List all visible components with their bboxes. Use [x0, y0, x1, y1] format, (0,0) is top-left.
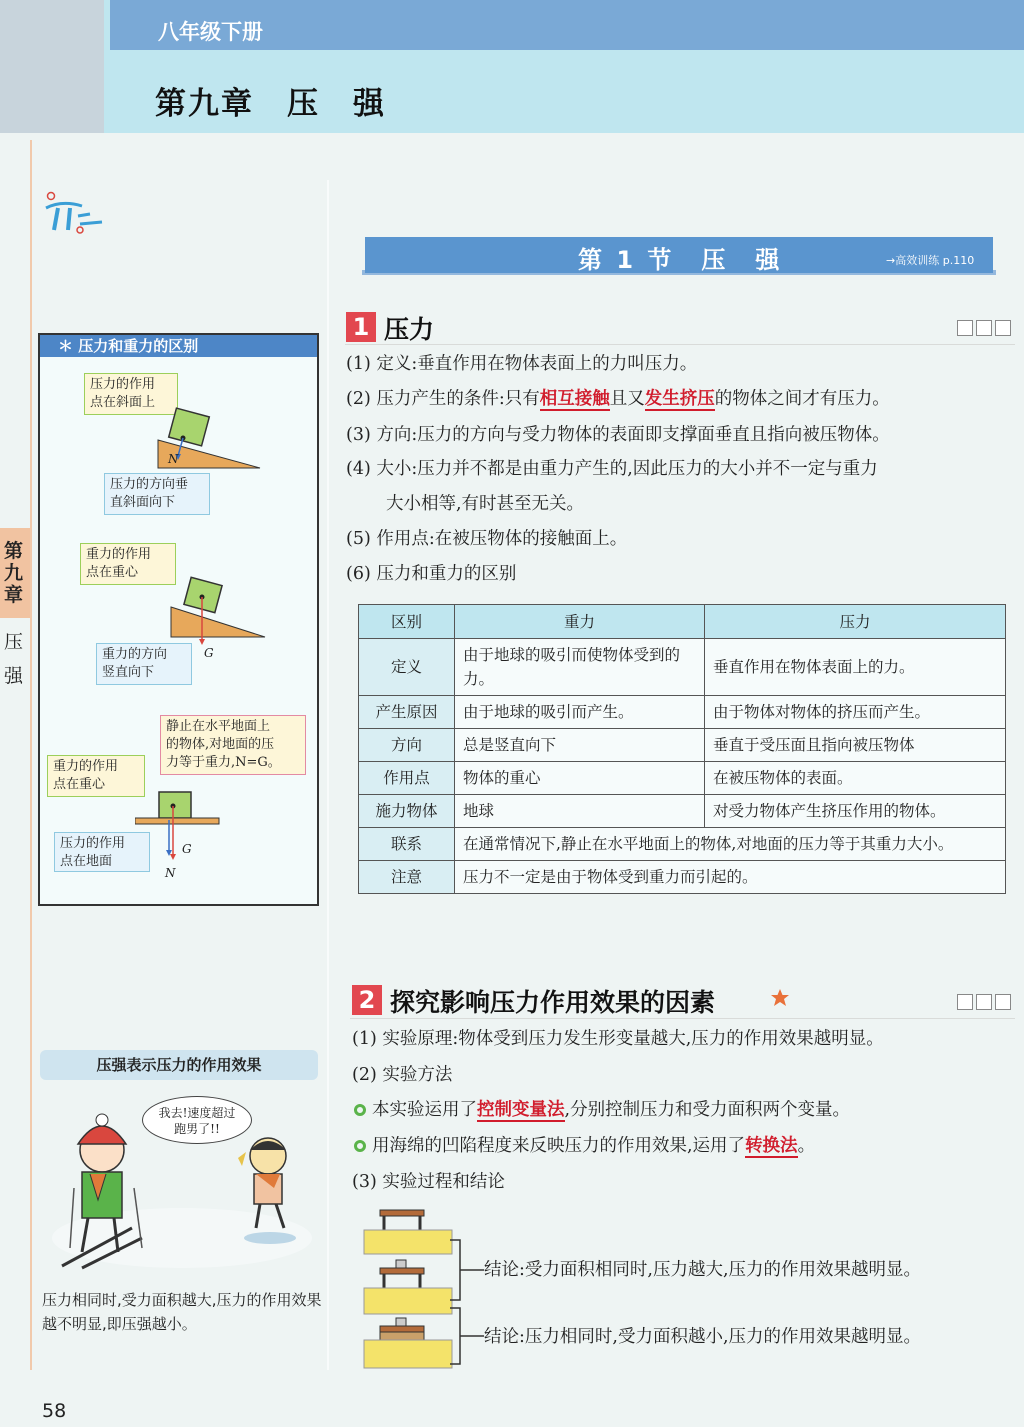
gravity-label-1: G — [204, 646, 214, 660]
sponge-experiment-diagram — [360, 1206, 460, 1372]
topic-char-1: 压 — [4, 631, 24, 653]
table-key-cell: 注意 — [359, 861, 455, 894]
table-header-cell: 压力 — [705, 605, 1006, 639]
part1-line-magnitude: (4) 大小:压力并不都是由重力产生的,因此压力的大小并不一定与重力 — [346, 459, 878, 479]
table-cell: 垂直于受压面且指向被压物体 — [705, 729, 1006, 762]
table-cell: 地球 — [455, 795, 705, 828]
topic-char-2: 强 — [4, 665, 24, 687]
note-gravity-direction: 重力的方向 竖直向下 — [96, 643, 192, 685]
gravity-label-2: G — [182, 842, 192, 856]
condition-text-post: 的物体之间才有压力。 — [714, 389, 890, 409]
checkbox-3[interactable] — [995, 320, 1011, 336]
chapter-side-label: 第九章 — [4, 540, 24, 606]
part2-line-process: (3) 实验过程和结论 — [352, 1172, 505, 1192]
checkbox-3[interactable] — [995, 994, 1011, 1010]
spiral-decoration-icon — [42, 190, 106, 240]
part1-line-condition — [346, 387, 890, 411]
checkbox-1[interactable] — [957, 320, 973, 336]
page-number: 58 — [42, 1400, 67, 1422]
table-key-cell: 方向 — [359, 729, 455, 762]
bullet1-text-post: ,分别控制压力和受力面积两个变量。 — [564, 1100, 851, 1120]
checkbox-2[interactable] — [976, 320, 992, 336]
note-pressure-point-incline: 压力的作用 点在斜面上 — [84, 373, 178, 415]
condition-text-mid: 且又 — [609, 389, 645, 409]
part1-line-action-point: (5) 作用点:在被压物体的接触面上。 — [346, 529, 628, 549]
key-point-star-icon — [770, 988, 790, 1008]
part2-number-badge: 2 — [352, 985, 382, 1015]
note-pressure-point-ground: 压力的作用 点在地面 — [54, 832, 150, 872]
table-header-cell: 重力 — [455, 605, 705, 639]
part1-progress-checkboxes[interactable] — [957, 320, 1017, 336]
topic-side-label — [4, 625, 26, 693]
table-row — [359, 828, 1006, 861]
highlight-control-variable: 控制变量法 — [477, 1100, 565, 1120]
table-row — [359, 696, 1006, 729]
table-cell: 压力不一定是由于物体受到重力而引起的。 — [455, 861, 1006, 894]
normal-force-label-2: N — [165, 866, 176, 880]
table-cell: 物体的重心 — [455, 762, 705, 795]
cartoon-speech-bubble: 我去!速度超过跑男了!! — [142, 1096, 252, 1144]
section-title: 第 1 节 压 强 — [578, 246, 783, 274]
table-cell: 对受力物体产生挤压作用的物体。 — [705, 795, 1006, 828]
table-cell: 在被压物体的表面。 — [705, 762, 1006, 795]
part2-line-principle: (1) 实验原理:物体受到压力发生形变量越大,压力的作用效果越明显。 — [352, 1029, 884, 1049]
table-cell: 由于地球的吸引而使物体受到的力。 — [455, 639, 705, 696]
highlight-conversion-method: 转换法 — [745, 1136, 798, 1156]
force-comparison-title: ＊ 压力和重力的区别 — [40, 335, 317, 357]
table-key-cell: 联系 — [359, 828, 455, 861]
part1-line-definition: (1) 定义:垂直作用在物体表面上的力叫压力。 — [346, 354, 698, 374]
practice-reference-link[interactable]: →高效训练 p.110 — [886, 254, 975, 267]
part1-number-badge: 1 — [346, 312, 376, 342]
part1-line-direction: (3) 方向:压力的方向与受力物体的表面即支撑面垂直且指向被压物体。 — [346, 425, 890, 445]
table-row — [359, 639, 1006, 696]
margin-line — [30, 140, 32, 1370]
part1-title: 压力 — [384, 315, 435, 344]
conclusion-2: 结论:压力相同时,受力面积越小,压力的作用效果越明显。 — [484, 1327, 922, 1347]
part2-progress-checkboxes[interactable] — [957, 994, 1017, 1010]
note-gravity-center-1: 重力的作用 点在重心 — [80, 543, 176, 585]
part2-title: 探究影响压力作用效果的因素 — [390, 988, 716, 1017]
chapter-title: 第九章 压 强 — [155, 86, 386, 122]
condition-text-pre: (2) 压力产生的条件:只有 — [346, 389, 540, 409]
force-gravity-table — [358, 604, 1006, 894]
table-key-cell: 施力物体 — [359, 795, 455, 828]
rule-line — [345, 344, 1015, 345]
part2-bullet-conversion — [354, 1134, 815, 1158]
part1-line-difference: (6) 压力和重力的区别 — [346, 564, 517, 584]
highlight-squeeze: 发生挤压 — [644, 389, 715, 409]
table-key-cell: 作用点 — [359, 762, 455, 795]
note-pressure-direction: 压力的方向垂 直斜面向下 — [104, 473, 210, 515]
bullet2-text-post: 。 — [797, 1136, 816, 1156]
incline-diagram-2 — [165, 575, 270, 647]
rule-line — [350, 1018, 1015, 1019]
table-cell: 在通常情况下,静止在水平地面上的物体,对地面的压力等于其重力大小。 — [455, 828, 1006, 861]
bullet1-text-pre: 本实验运用了 — [372, 1100, 477, 1120]
bullet2-text-pre: 用海绵的凹陷程度来反映压力的作用效果,运用了 — [372, 1136, 746, 1156]
part1-line-magnitude-cont: 大小相等,有时甚至无关。 — [386, 494, 585, 514]
checkbox-2[interactable] — [976, 994, 992, 1010]
normal-force-label-1: N — [168, 452, 179, 466]
table-cell: 由于物体对物体的挤压而产生。 — [705, 696, 1006, 729]
checkbox-1[interactable] — [957, 994, 973, 1010]
table-row — [359, 729, 1006, 762]
table-row — [359, 762, 1006, 795]
conclusion-1: 结论:受力面积相同时,压力越大,压力的作用效果越明显。 — [484, 1260, 922, 1280]
table-cell: 由于地球的吸引而产生。 — [455, 696, 705, 729]
table-cell: 总是竖直向下 — [455, 729, 705, 762]
table-cell: 垂直作用在物体表面上的力。 — [705, 639, 1006, 696]
part2-bullet-control-variable — [354, 1098, 850, 1122]
table-key-cell: 定义 — [359, 639, 455, 696]
table-header-cell: 区别 — [359, 605, 455, 639]
table-header-row — [359, 605, 1006, 639]
table-key-cell: 产生原因 — [359, 696, 455, 729]
green-bullet-icon — [354, 1140, 366, 1152]
header-left-strip — [0, 0, 104, 133]
cartoon-caption: 压力相同时,受力面积越大,压力的作用效果越不明显,即压强越小。 — [42, 1291, 322, 1333]
conclusion-brackets — [446, 1236, 486, 1366]
grade-label: 八年级下册 — [158, 20, 263, 44]
note-equal-force: 静止在水平地面上 的物体,对地面的压 力等于重力,N=G。 — [160, 715, 306, 775]
cartoon-heading: 压强表示压力的作用效果 — [40, 1050, 318, 1080]
table-row — [359, 861, 1006, 894]
highlight-mutual-contact: 相互接触 — [539, 389, 610, 409]
note-gravity-center-2: 重力的作用 点在重心 — [47, 755, 145, 797]
table-row — [359, 795, 1006, 828]
column-divider — [327, 180, 329, 1370]
green-bullet-icon — [354, 1104, 366, 1116]
part2-line-method: (2) 实验方法 — [352, 1065, 453, 1085]
